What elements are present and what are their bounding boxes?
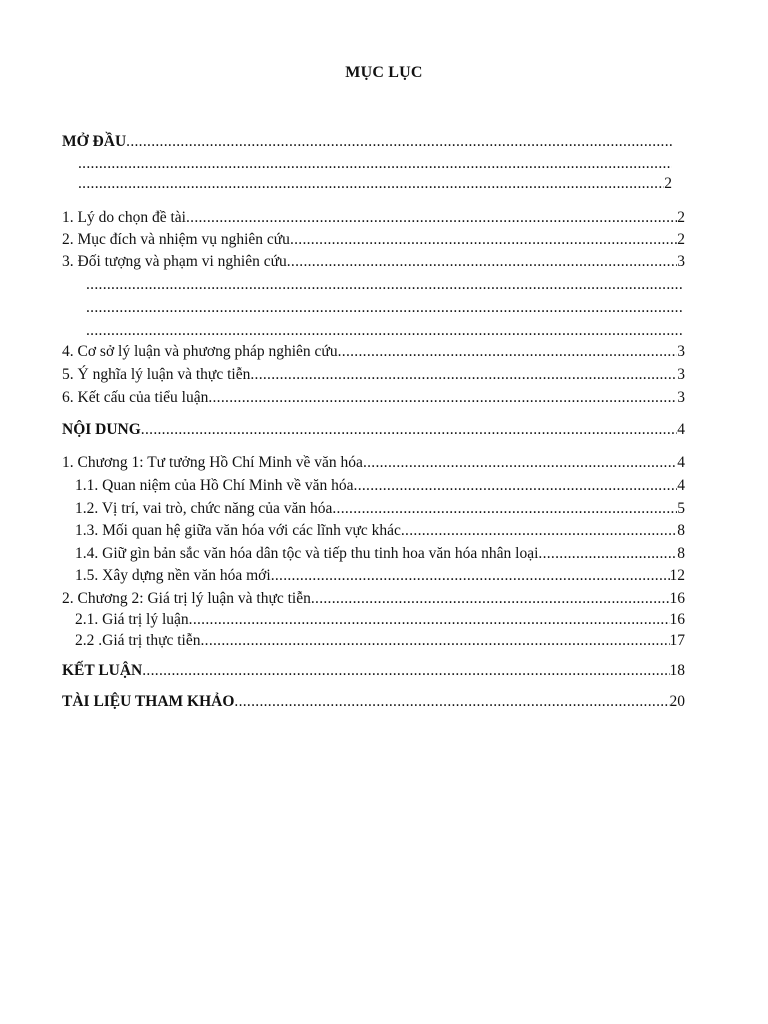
toc-entry xyxy=(62,229,685,251)
toc-page-number: 2 xyxy=(677,231,685,248)
toc-entry-label: 2.1. Giá trị lý luận xyxy=(75,611,189,628)
dot-leader xyxy=(86,297,684,319)
toc-subentry xyxy=(75,630,685,652)
toc-page-number: 2 xyxy=(664,175,672,192)
dot-leader xyxy=(401,520,677,542)
dot-leader xyxy=(208,387,677,409)
dot-leader xyxy=(200,630,669,652)
dot-leader xyxy=(332,498,677,520)
toc-entry-label: 4. Cơ sở lý luận và phương pháp nghiên cứu xyxy=(62,343,338,360)
toc-page-number: 18 xyxy=(669,662,685,679)
dot-leader xyxy=(287,251,678,273)
toc-continuation-line xyxy=(86,274,684,296)
toc-subentry xyxy=(75,498,685,520)
toc-subentry xyxy=(75,609,685,631)
toc-entry-label: 1.1. Quan niệm của Hồ Chí Minh về văn hóa xyxy=(75,477,354,494)
toc-page-number: 4 xyxy=(677,477,685,494)
dot-leader xyxy=(186,207,677,229)
toc-subentry xyxy=(75,543,685,565)
toc-entry-chapter-2 xyxy=(62,588,685,610)
toc-entry-label: 5. Ý nghĩa lý luận và thực tiễn xyxy=(62,366,251,383)
dot-leader xyxy=(86,274,684,296)
toc-page-number: 16 xyxy=(669,611,685,628)
toc-continuation-line xyxy=(78,153,672,175)
toc-entry-label: 6. Kết cấu của tiểu luận xyxy=(62,389,209,406)
toc-continuation-line xyxy=(78,173,672,195)
toc-entry-label: 1.4. Giữ gìn bản sắc văn hóa dân tộc và tiếp thu tinh hoa văn hóa nhân loại xyxy=(75,545,539,562)
dot-leader xyxy=(354,475,678,497)
toc-subentry xyxy=(75,520,685,542)
dot-leader xyxy=(189,609,670,631)
dot-leader xyxy=(290,229,677,251)
dot-leader xyxy=(86,320,684,342)
toc-page-number: 17 xyxy=(669,632,685,649)
toc-entry-ket-luan xyxy=(62,660,685,682)
dot-leader xyxy=(250,364,677,386)
toc-page-number: 8 xyxy=(677,522,685,539)
toc-entry-label: 1.3. Mối quan hệ giữa văn hóa với các lĩnh vực khác xyxy=(75,522,401,539)
toc-continuation-line xyxy=(86,297,684,319)
toc-entry xyxy=(62,364,685,386)
dot-leader xyxy=(363,452,677,474)
toc-title: MỤC LỤC xyxy=(345,64,423,81)
toc-page-number: 20 xyxy=(669,693,685,710)
toc-page-number: 3 xyxy=(677,389,685,406)
toc-entry xyxy=(62,207,685,229)
toc-entry-tai-lieu xyxy=(62,691,685,713)
dot-leader xyxy=(338,341,678,363)
dot-leader xyxy=(78,153,672,175)
toc-page-number: 4 xyxy=(677,421,685,438)
toc-entry-label: TÀI LIỆU THAM KHẢO xyxy=(62,693,235,710)
toc-entry-label: 1. Chương 1: Tư tưởng Hồ Chí Minh về văn hóa xyxy=(62,454,363,471)
dot-leader xyxy=(126,131,672,153)
toc-entry-label: 2.2 .Giá trị thực tiễn xyxy=(75,632,201,649)
dot-leader xyxy=(234,691,669,713)
toc-entry xyxy=(62,341,685,363)
toc-page-number: 3 xyxy=(677,253,685,270)
dot-leader xyxy=(271,565,670,587)
toc-entry-label: 1.5. Xây dựng nền văn hóa mới xyxy=(75,567,271,584)
toc-continuation-line xyxy=(86,320,684,342)
toc-page-number: 3 xyxy=(677,366,685,383)
toc-entry-label: MỞ ĐẦU xyxy=(62,133,127,150)
dot-leader xyxy=(78,173,664,195)
dot-leader xyxy=(142,660,669,682)
toc-entry-label: 2. Chương 2: Giá trị lý luận và thực tiễn xyxy=(62,590,311,607)
toc-entry-label: 1.2. Vị trí, vai trò, chức năng của văn hóa xyxy=(75,500,333,517)
dot-leader xyxy=(141,419,677,441)
toc-page-number: 4 xyxy=(677,454,685,471)
toc-page-number: 12 xyxy=(669,567,685,584)
toc-subentry xyxy=(75,475,685,497)
toc-entry xyxy=(62,251,685,273)
toc-page-number: 3 xyxy=(677,343,685,360)
toc-entry-label: 1. Lý do chọn đề tài xyxy=(62,209,186,226)
toc-subentry xyxy=(75,565,685,587)
toc-entry-mo-dau xyxy=(62,131,672,153)
toc-page-number: 2 xyxy=(677,209,685,226)
dot-leader xyxy=(311,588,670,610)
toc-entry-label: NỘI DUNG xyxy=(62,421,141,438)
toc-entry-noi-dung xyxy=(62,419,685,441)
dot-leader xyxy=(538,543,677,565)
toc-entry-chapter-1 xyxy=(62,452,685,474)
toc-entry-label: KẾT LUẬN xyxy=(62,662,143,679)
toc-page-number: 5 xyxy=(677,500,685,517)
toc-page-number: 16 xyxy=(669,590,685,607)
toc-entry-label: 3. Đối tượng và phạm vi nghiên cứu xyxy=(62,253,287,270)
toc-page-number: 8 xyxy=(677,545,685,562)
toc-entry-label: 2. Mục đích và nhiệm vụ nghiên cứu xyxy=(62,231,290,248)
toc-entry xyxy=(62,387,685,409)
